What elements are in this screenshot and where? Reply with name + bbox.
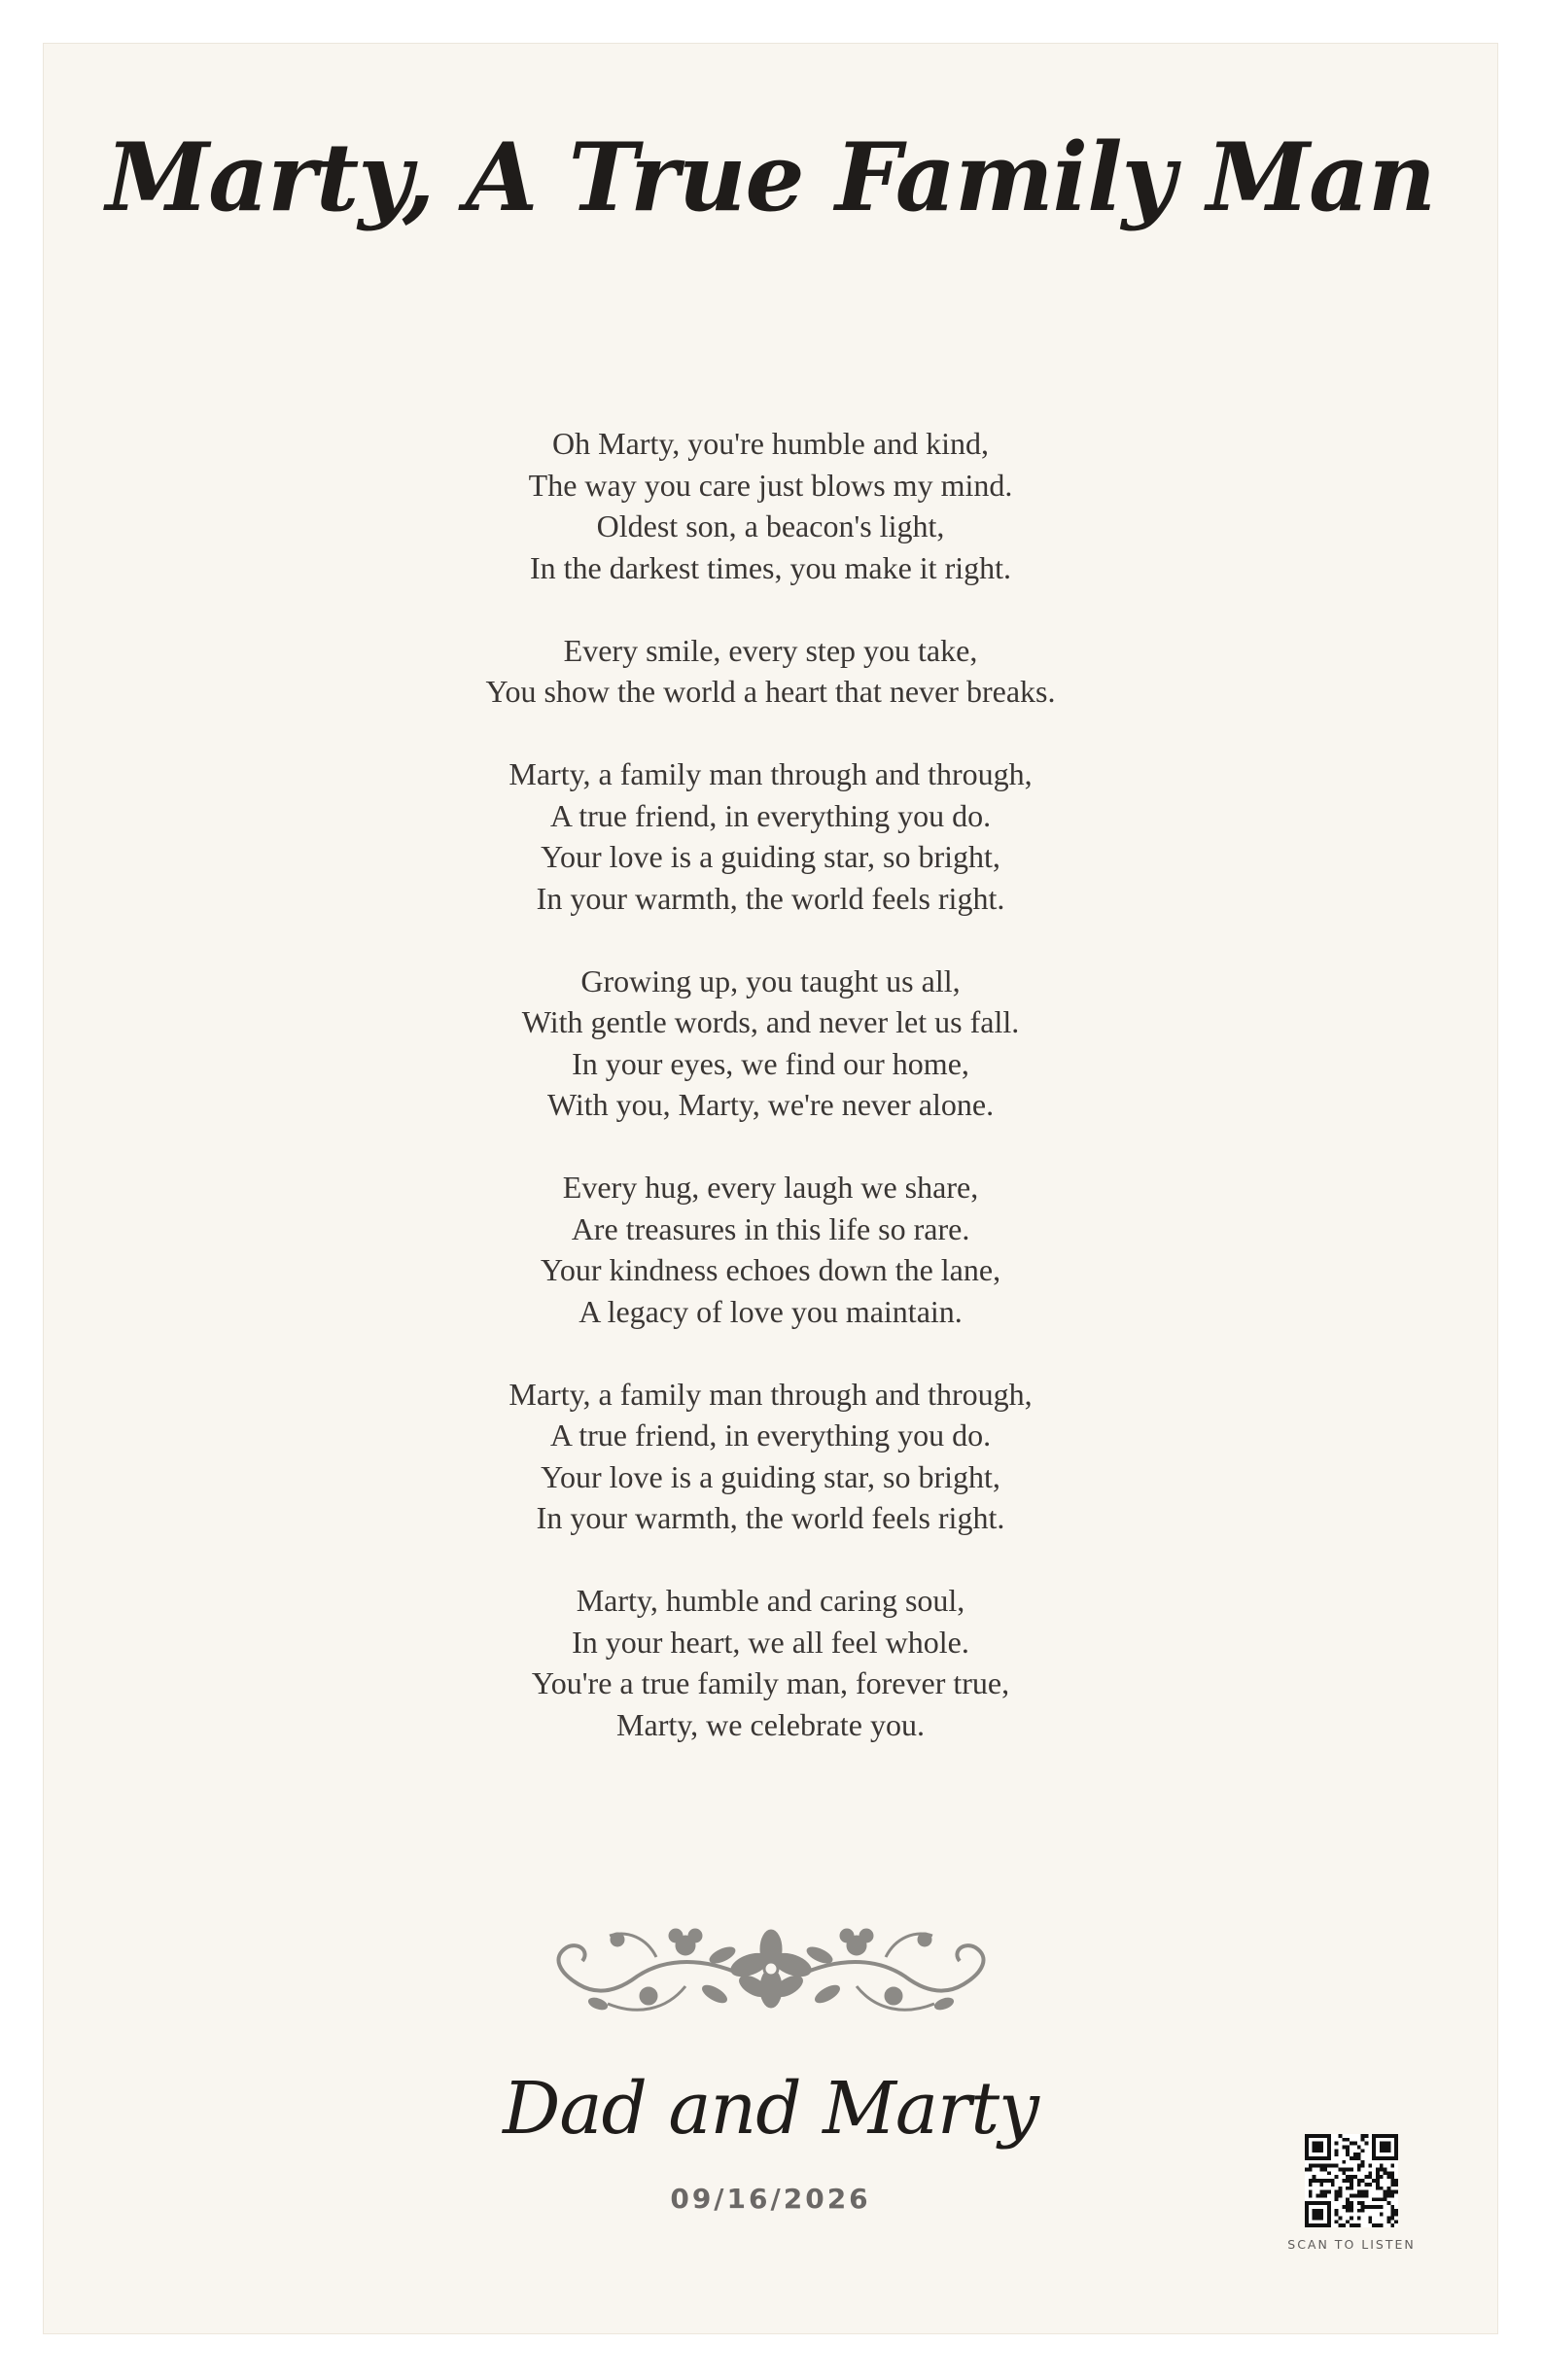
qr-code-icon[interactable]	[1305, 2134, 1398, 2227]
poem-line: Oldest son, a beacon's light,	[596, 508, 945, 543]
poem-stanza	[44, 423, 1497, 588]
poem-line: In your heart, we all feel whole.	[572, 1624, 969, 1660]
poem-line: Marty, a family man through and through,	[508, 1376, 1033, 1412]
poem-line: Your love is a guiding star, so bright,	[541, 1458, 1000, 1494]
poem-line: You're a true family man, forever true,	[531, 1665, 1010, 1700]
poem-line: You show the world a heart that never breaks.	[485, 674, 1056, 709]
poem-line: Every hug, every laugh we share,	[562, 1170, 979, 1205]
poem-line: A true friend, in everything you do.	[549, 1418, 992, 1452]
poem-line: The way you care just blows my mind.	[528, 467, 1013, 503]
poem-line: Are treasures in this life so rare.	[571, 1210, 970, 1246]
poem-line: Marty, a family man through and through,	[508, 756, 1033, 791]
poem-line: A legacy of love you maintain.	[579, 1293, 963, 1329]
poem-line: A true friend, in everything you do.	[549, 797, 992, 833]
poem-stanza	[44, 753, 1497, 919]
poem-line: In your warmth, the world feels right.	[536, 1500, 1005, 1535]
qr-block[interactable]	[1279, 2134, 1424, 2252]
poem-line: Every smile, every step you take,	[563, 632, 978, 668]
poem-line: Your kindness echoes down the lane,	[540, 1252, 1001, 1287]
poem-title: Marty, A True Family Man	[105, 122, 1436, 232]
poem-stanza	[44, 1167, 1497, 1332]
poem-stanza	[44, 961, 1497, 1126]
poem-line: Your love is a guiding star, so bright,	[541, 839, 1000, 874]
poem-line: In your warmth, the world feels right.	[536, 880, 1005, 916]
poem-stanza	[44, 630, 1497, 713]
poem-sheet	[43, 43, 1498, 2334]
poem-line: Marty, humble and caring soul,	[576, 1583, 965, 1618]
signature: Dad and Marty	[503, 2067, 1038, 2151]
poem-line: Growing up, you taught us all,	[580, 962, 961, 998]
poem-body	[44, 423, 1497, 1787]
floral-divider-icon	[540, 1918, 1002, 2025]
poem-stanza	[44, 1374, 1497, 1539]
qr-caption: SCAN TO LISTEN	[1287, 2237, 1416, 2252]
poem-line: Marty, we celebrate you.	[616, 1706, 925, 1742]
poem-line: Oh Marty, you're humble and kind,	[552, 426, 989, 461]
poem-line: In the darkest times, you make it right.	[530, 549, 1011, 585]
poem-line: In your eyes, we find our home,	[572, 1045, 969, 1081]
poem-stanza	[44, 1580, 1497, 1745]
date: 09/16/2026	[670, 2183, 871, 2215]
poem-line: With gentle words, and never let us fall.	[521, 1004, 1020, 1039]
poem-line: With you, Marty, we're never alone.	[546, 1087, 995, 1122]
